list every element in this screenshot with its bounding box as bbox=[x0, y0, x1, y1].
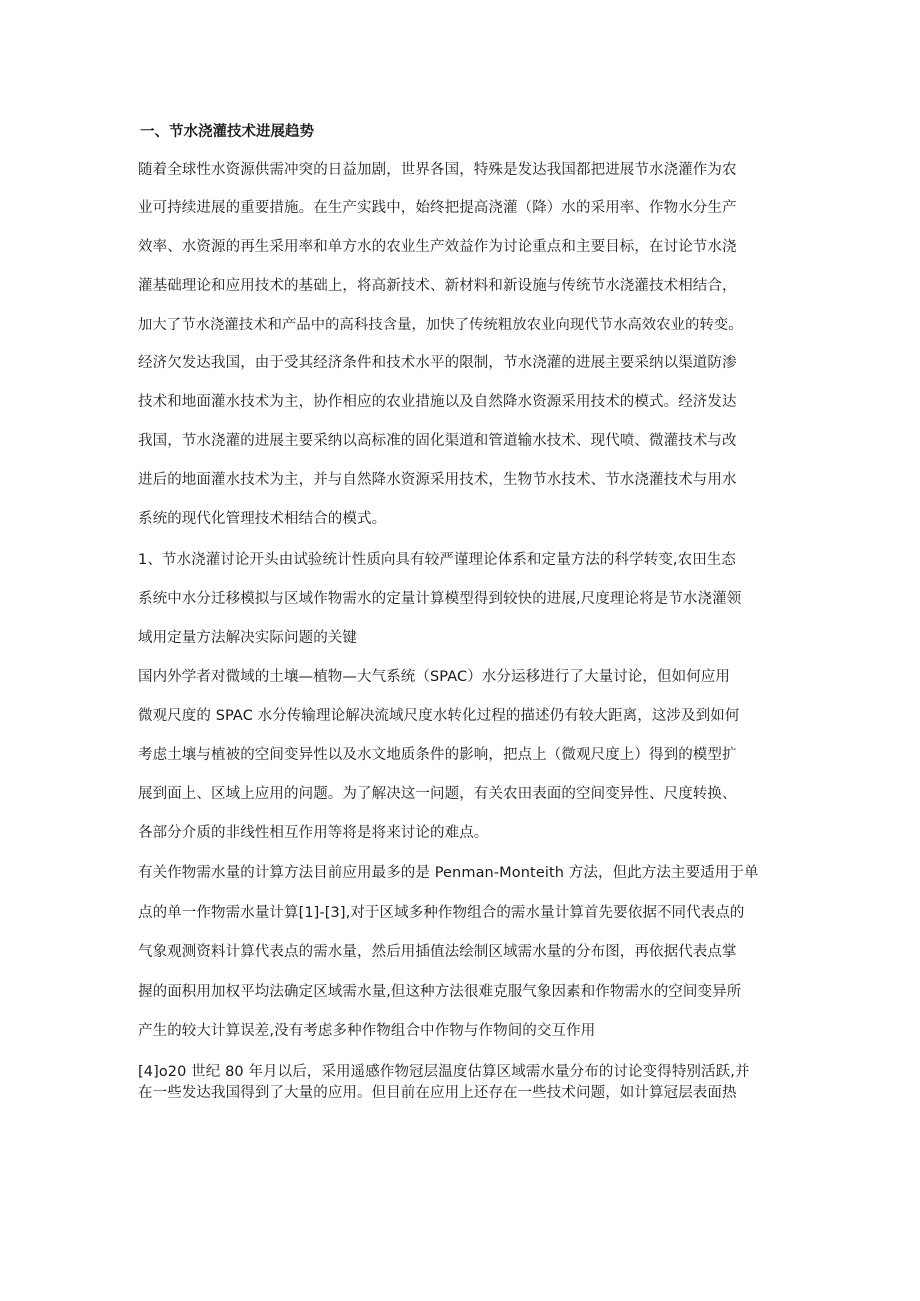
paragraph-line: 加大了节水浇灌技术和产品中的高科技含量，加快了传统粗放农业向现代节水高效农业的转变。 bbox=[138, 317, 743, 333]
paragraph-line: 产生的较大计算误差,没有考虑多种作物组合中作物与作物间的交互作用 bbox=[138, 1023, 596, 1039]
paragraph-line: 国内外学者对微域的土壤—植物—大气系统（SPAC）水分运移进行了大量讨论，但如何应用 bbox=[138, 669, 731, 685]
numbered-item-line: 1、节水浇灌讨论开头由试验统计性质向具有较严谨理论体系和定量方法的科学转变,农田生态 bbox=[138, 552, 737, 568]
paragraph-line: 有关作物需水量的计算方法目前应用最多的是 Penman-Monteith 方法，但此方法主要适用于单 bbox=[138, 865, 759, 881]
paragraph-line: [4]o20 世纪 80 年月以后，采用遥感作物冠层温度估算区域需水量分布的讨论变得特别活跃,并 bbox=[138, 1064, 750, 1080]
paragraph-line: 技术和地面灌水技术为主，协作相应的农业措施以及自然降水资源采用技术的模式。经济发达 bbox=[138, 394, 737, 410]
paragraph-line: 点的单一作物需水量计算[1]-[3],对于区域多种作物组合的需水量计算首先要依据不同代表点的 bbox=[138, 905, 745, 921]
paragraph-line: 微观尺度的 SPAC 水分传输理论解决流域尺度水转化过程的描述仍有较大距离，这涉及到如何 bbox=[138, 708, 740, 724]
paragraph-line: 效率、水资源的再生采用率和单方水的农业生产效益作为讨论重点和主要目标，在讨论节水浇 bbox=[138, 239, 737, 255]
paragraph-line: 考虑土壤与植被的空间变异性以及水文地质条件的影响，把点上（微观尺度上）得到的模型扩 bbox=[138, 747, 737, 763]
paragraph-line: 我国，节水浇灌的进展主要采纳以高标准的固化渠道和管道输水技术、现代喷、微灌技术与改 bbox=[138, 433, 737, 449]
paragraph-line: 灌基础理论和应用技术的基础上，将高新技术、新材料和新设施与传统节水浇灌技术相结合， bbox=[138, 278, 737, 294]
paragraph-line: 进后的地面灌水技术为主，并与自然降水资源采用技术，生物节水技术、节水浇灌技术与用水 bbox=[138, 472, 737, 488]
section-heading: 一、节水浇灌技术进展趋势 bbox=[140, 124, 314, 140]
numbered-item-line: 域用定量方法解决实际问题的关键 bbox=[138, 630, 357, 646]
paragraph-line: 系统的现代化管理技术相结合的模式。 bbox=[138, 511, 387, 527]
paragraph-line: 业可持续进展的重要措施。在生产实践中，始终把提高浇灌（降）水的采用率、作物水分生产 bbox=[138, 200, 737, 216]
paragraph-line: 各部分介质的非线性相互作用等将是将来讨论的难点。 bbox=[138, 825, 489, 841]
paragraph-line: 气象观测资料计算代表点的需水量，然后用插值法绘制区域需水量的分布图，再依据代表点掌 bbox=[138, 944, 737, 960]
paragraph-line: 随着全球性水资源供需冲突的日益加剧，世界各国，特殊是发达我国都把进展节水浇灌作为农 bbox=[138, 162, 737, 178]
paragraph-line: 展到面上、区域上应用的问题。为了解决这一问题，有关农田表面的空间变异性、尺度转换、 bbox=[138, 786, 737, 802]
paragraph-line: 握的面积用加权平均法确定区域需水量,但这种方法很难克服气象因素和作物需水的空间变异所 bbox=[138, 984, 742, 1000]
paragraph-line: 经济欠发达我国，由于受其经济条件和技术水平的限制，节水浇灌的进展主要采纳以渠道防渗 bbox=[138, 355, 737, 371]
paragraph-line: 在一些发达我国得到了大量的应用。但目前在应用上还存在一些技术问题，如计算冠层表面热 bbox=[138, 1085, 737, 1101]
numbered-item-line: 系统中水分迁移模拟与区域作物需水的定量计算模型得到较快的进展,尺度理论将是节水浇灌领 bbox=[138, 591, 742, 607]
